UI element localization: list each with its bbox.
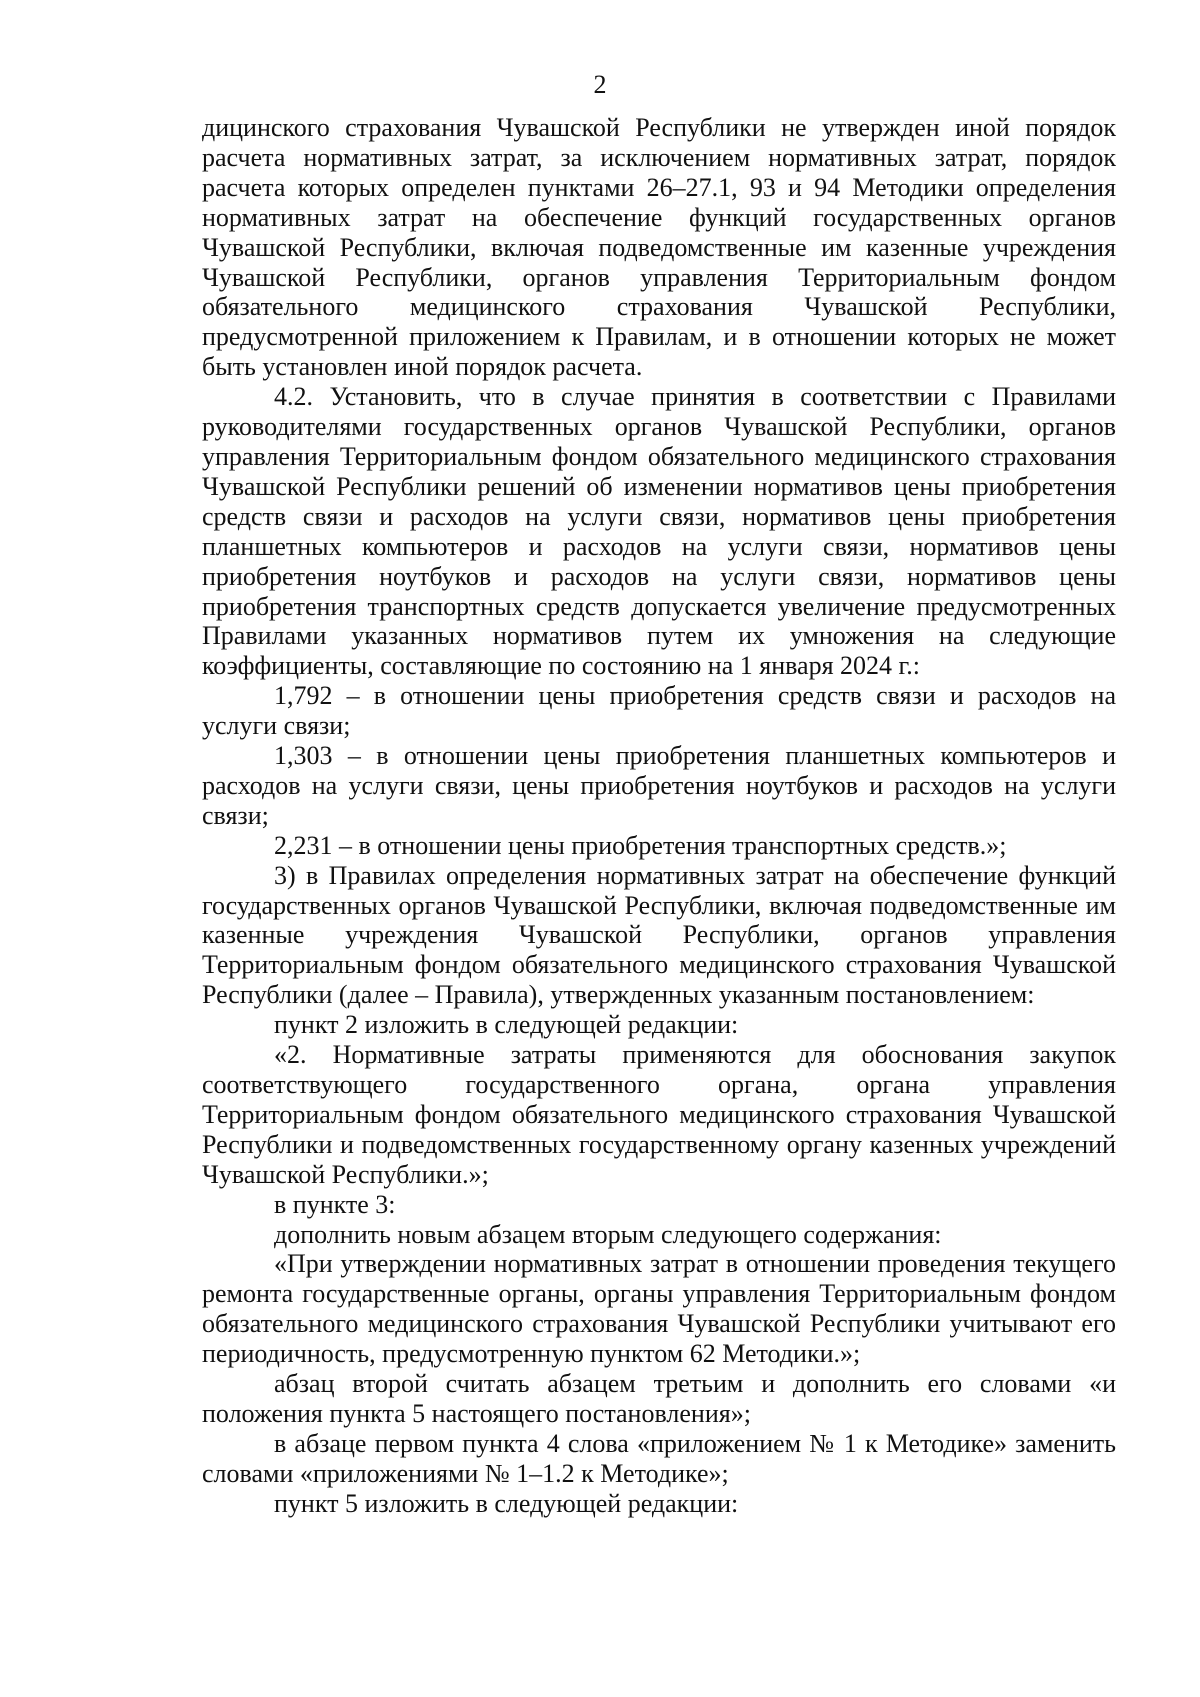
- paragraph-abzac-second: абзац второй считать абзацем третьим и дополнить его словами «и положения пункта 5 настоящего постановления»;: [202, 1369, 1116, 1428]
- paragraph-point-5-intro: пункт 5 изложить в следующей редакции:: [274, 1488, 739, 1518]
- paragraph-point-3-intro: в пункте 3:: [274, 1189, 396, 1219]
- paragraph-item-3: 3) в Правилах определения нормативных затрат на обеспечение функций государственных органов Чувашской Республики, включая подведомственные им казенные учреждения Чувашской Республики, органов управления Территориальным фондом обязательного медицинского страхования Чувашской Республики (далее – Правила), утвержденных указанным постановлением:: [202, 860, 1116, 1010]
- paragraph-point-2-intro: пункт 2 изложить в следующей редакции:: [274, 1010, 739, 1040]
- paragraph-new-abzac: дополнить новым абзацем вторым следующего содержания:: [274, 1219, 942, 1249]
- paragraph-point-4: в абзаце первом пункта 4 слова «приложением № 1 к Методике» заменить словами «приложениями № 1–1.2 к Методике»;: [202, 1428, 1116, 1488]
- paragraph-point-2-text: «2. Нормативные затраты применяются для обоснования закупок соответствующего государственного органа, органа управления Территориальным фондом обязательного медицинского страхования Чувашской Республики и подведомственных государственному органу казенных учреждений Чувашской Республики.»;: [202, 1040, 1116, 1189]
- paragraph-continuation: дицинского страхования Чувашской Республики не утвержден иной порядок расчета нормативных затрат, за исключением нормативных затрат, порядок расчета которых определен пунктами 26–27.1, 93 и 94 Методики определения нормативных затрат на обеспечение функций государственных органов Чувашской Республики, включая подведомственные им казенные учреждения Чувашской Республики, органов управления Территориальным фондом обязательного медицинского страхования Чувашской Республики, предусмотренной приложением к Правилам, и в отношении которых не может быть установлен иной порядок расчета.: [202, 113, 1116, 382]
- paragraph-coefficient-3: 2,231 – в отношении цены приобретения транспортных средств.»;: [274, 830, 1007, 860]
- paragraph-coefficient-2: 1,303 – в отношении цены приобретения планшетных компьютеров и расходов на услуги связи, цены приобретения ноутбуков и расходов на услуги связи;: [202, 741, 1116, 830]
- paragraph-new-abzac-text: «При утверждении нормативных затрат в отношении проведения текущего ремонта государственные органы, органы управления Территориальным фондом обязательного медицинского страхования Чувашской Республики учитывают его периодичность, предусмотренную пунктом 62 Методики.»;: [202, 1249, 1116, 1369]
- paragraph-4-2: 4.2. Установить, что в случае принятия в соответствии с Правилами руководителями государственных органов Чувашской Республики, органов управления Территориальным фондом обязательного медицинского страхования Чувашской Республики решений об изменении нормативов цены приобретения средств связи и расходов на услуги связи, нормативов цены приобретения планшетных компьютеров и расходов на услуги связи, нормативов цены приобретения ноутбуков и расходов на услуги связи, нормативов цены приобретения транспортных средств допускается увеличение предусмотренных Правилами указанных нормативов путем их умножения на следующие коэффициенты, составляющие по состоянию на 1 января 2024 г.:: [202, 382, 1116, 681]
- page-number: 2: [593, 70, 607, 99]
- paragraph-coefficient-1: 1,792 – в отношении цены приобретения средств связи и расходов на услуги связи;: [202, 681, 1116, 741]
- document-body: [202, 113, 1116, 1519]
